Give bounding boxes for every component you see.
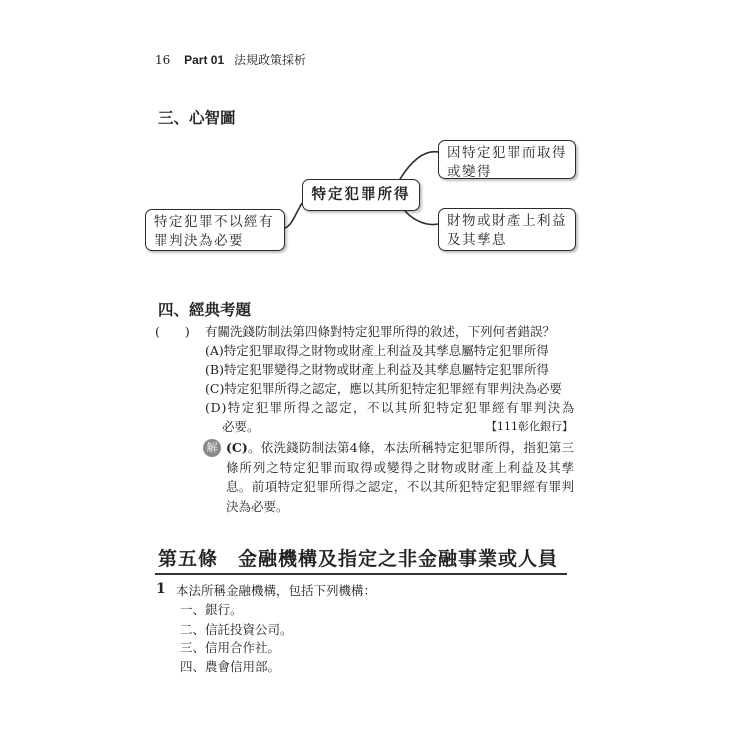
clause-text: 本法所稱金融機構，包括下列機構： [176,583,377,598]
option-c: (C)特定犯罪所得之認定，應以其所犯特定犯罪經有罪判決為必要 [205,381,562,396]
list-item: 四、農會信用部。 [180,659,281,674]
option-d: (D)特定犯罪所得之認定，不以其所犯特定犯罪經有罪判決為 [205,400,575,415]
option-b: (B)特定犯罪變得之財物或財產上利益及其孳息屬特定犯罪所得 [205,362,549,377]
heading-divider [155,573,567,575]
question-stem: 有關洗錢防制法第四條對特定犯罪所得的敘述，下列何者錯誤？ [205,324,556,339]
correct-answer: (C) [226,440,248,455]
classic-questions-heading: 四、經典考題 [158,301,252,319]
option-a: (A)特定犯罪取得之財物或財產上利益及其孳息屬特定犯罪所得 [205,343,549,358]
list-item: 一、銀行。 [180,602,243,617]
part-label: Part 01 [184,53,225,67]
option-d-continued: 必要。 [222,419,260,434]
part-title: 法規政策採析 [233,53,306,67]
solution-icon: 解 [203,439,221,457]
solution-text [226,438,574,516]
list-item: 三、信用合作社。 [180,640,281,655]
mindmap-node-conviction: 特定犯罪不以經有罪判決為必要 [145,209,285,251]
mindmap-node-property: 財物或財產上利益及其孳息 [438,208,576,251]
article-heading: 第五條 金融機構及指定之非金融事業或人員 [158,548,559,570]
clause-number: 1 [156,581,166,597]
mindmap-heading: 三、心智圖 [158,109,236,127]
solution-explanation: 。依洗錢防制法第4條，本法所稱特定犯罪所得，指犯第三條所列之特定犯罪而取得或變得之財物或財產上利益及其孳息。前項特定犯罪所得之認定，不以其所犯特定犯罪經有罪判決為必要。 [226,440,574,514]
mindmap-center-node: 特定犯罪所得 [302,179,420,211]
list-item: 二、信託投資公司。 [180,622,293,637]
page-number: 16 [155,53,171,67]
mindmap-node-acquired: 因特定犯罪而取得或變得 [438,140,576,179]
question-source: 【111彰化銀行】 [486,420,573,433]
answer-blank: ( ) [155,324,190,339]
